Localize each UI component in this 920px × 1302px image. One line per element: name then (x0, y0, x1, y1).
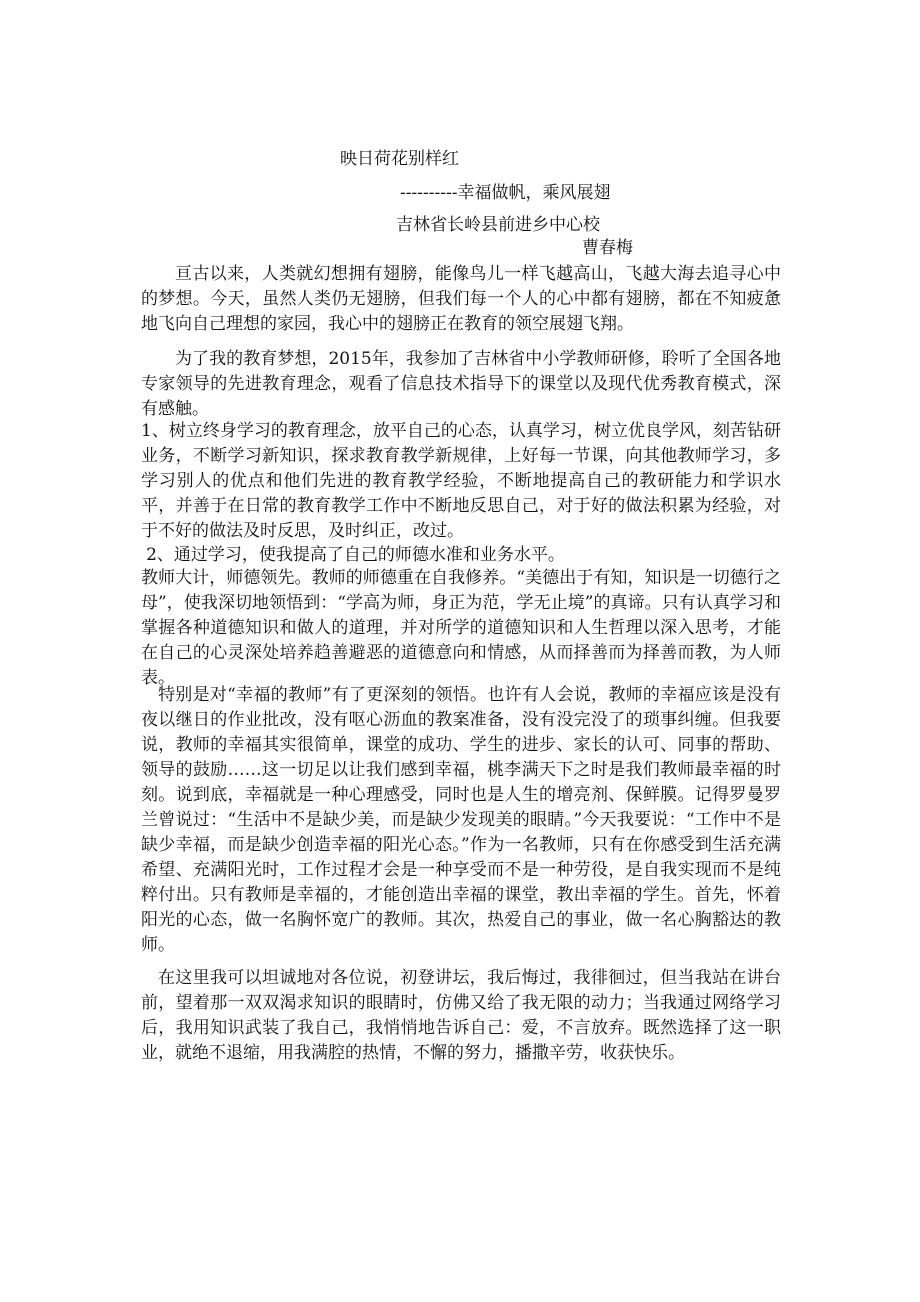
paragraph-ethics: 教师大计，师德领先。教师的师德重在自我修养。“美德出于有知，知识是一切德行之母”，使我深切地领悟到：“学高为师，身正为范，学无止境”的真谛。只有认真学习和掌握各种道德知识和做人的道理，并对所学的道德知识和人生哲理以深入思考，才能在自己的心灵深处培养趋善避恶的道德意向和情感，从而择善而为择善而教，为人师表。 (141, 568, 781, 688)
author-name: 曹春梅 (582, 238, 633, 258)
school-name: 吉林省长岭县前进乡中心校 (396, 215, 600, 235)
paragraph-point-2: 2、通过学习，使我提高了自己的师德水准和业务水平。 (146, 545, 565, 565)
document-subtitle: ----------幸福做帆，乘风展翅 (400, 183, 611, 203)
paragraph-happiness: 特别是对“幸福的教师”有了更深刻的领悟。也许有人会说，教师的幸福应该是没有夜以继日的作业批改，没有呕心沥血的教案准备，没有没完没了的琐事纠缠。但我要说，教师的幸福其实很简单，课堂的成功、学生的进步、家长的认可、同事的帮助、领导的鼓励……这一切足以让我们感到幸福，桃李满天下之时是我们教师最幸福的时刻。说到底，幸福就是一种心理感受，同时也是人生的增亮剂、保鲜膜。记得罗曼罗兰曾说过：“生活中不是缺少美，而是缺少发现美的眼睛。”今天我要说：“工作中不是缺少幸福，而是缺少创造幸福的阳光心态。”作为一名教师，只有在你感受到生活充满希望、充满阳光时，工作过程才会是一种享受而不是一种劳役，是自我实现而不是纯粹付出。只有教师是幸福的，才能创造出幸福的课堂，教出幸福的学生。首先，怀着阳光的心态，做一名胸怀宽广的教师。其次，热爱自己的事业，做一名心胸豁达的教师。 (141, 685, 781, 955)
paragraph-training: 为了我的教育梦想，2015年，我参加了吉林省中小学教师研修，聆听了全国各地专家领导的先进教育理念，观看了信息技术指导下的课堂以及现代优秀教育模式，深有感触。 (141, 349, 781, 419)
document-title: 映日荷花别样红 (340, 149, 459, 169)
paragraph-point-1: 1、树立终身学习的教育理念，放平自己的心态，认真学习，树立优良学风，刻苦钻研业务，不断学习新知识，探求教育教学新规律，上好每一节课，向其他教师学习，多学习别人的优点和他们先进的教育教学经验，不断地提高自己的教研能力和学识水平，并善于在日常的教育教学工作中不断地反思自己，对于好的做法积累为经验，对于不好的做法及时反思，及时纠正，改过。 (141, 421, 781, 541)
paragraph-closing: 在这里我可以坦诚地对各位说，初登讲坛，我后悔过，我徘徊过，但当我站在讲台前，望着那一双双渴求知识的眼睛时，仿佛又给了我无限的动力；当我通过网络学习后，我用知识武装了我自己，我悄悄地告诉自己：爱，不言放弃。既然选择了这一职业，就绝不退缩，用我满腔的热情，不懈的努力，播撒辛劳，收获快乐。 (141, 968, 781, 1063)
paragraph-intro: 亘古以来，人类就幻想拥有翅膀，能像鸟儿一样飞越高山，飞越大海去追寻心中的梦想。今天，虽然人类仍无翅膀，但我们每一个人的心中都有翅膀，都在不知疲惫地飞向自己理想的家园，我心中的翅膀正在教育的领空展翅飞翔。 (141, 264, 781, 334)
